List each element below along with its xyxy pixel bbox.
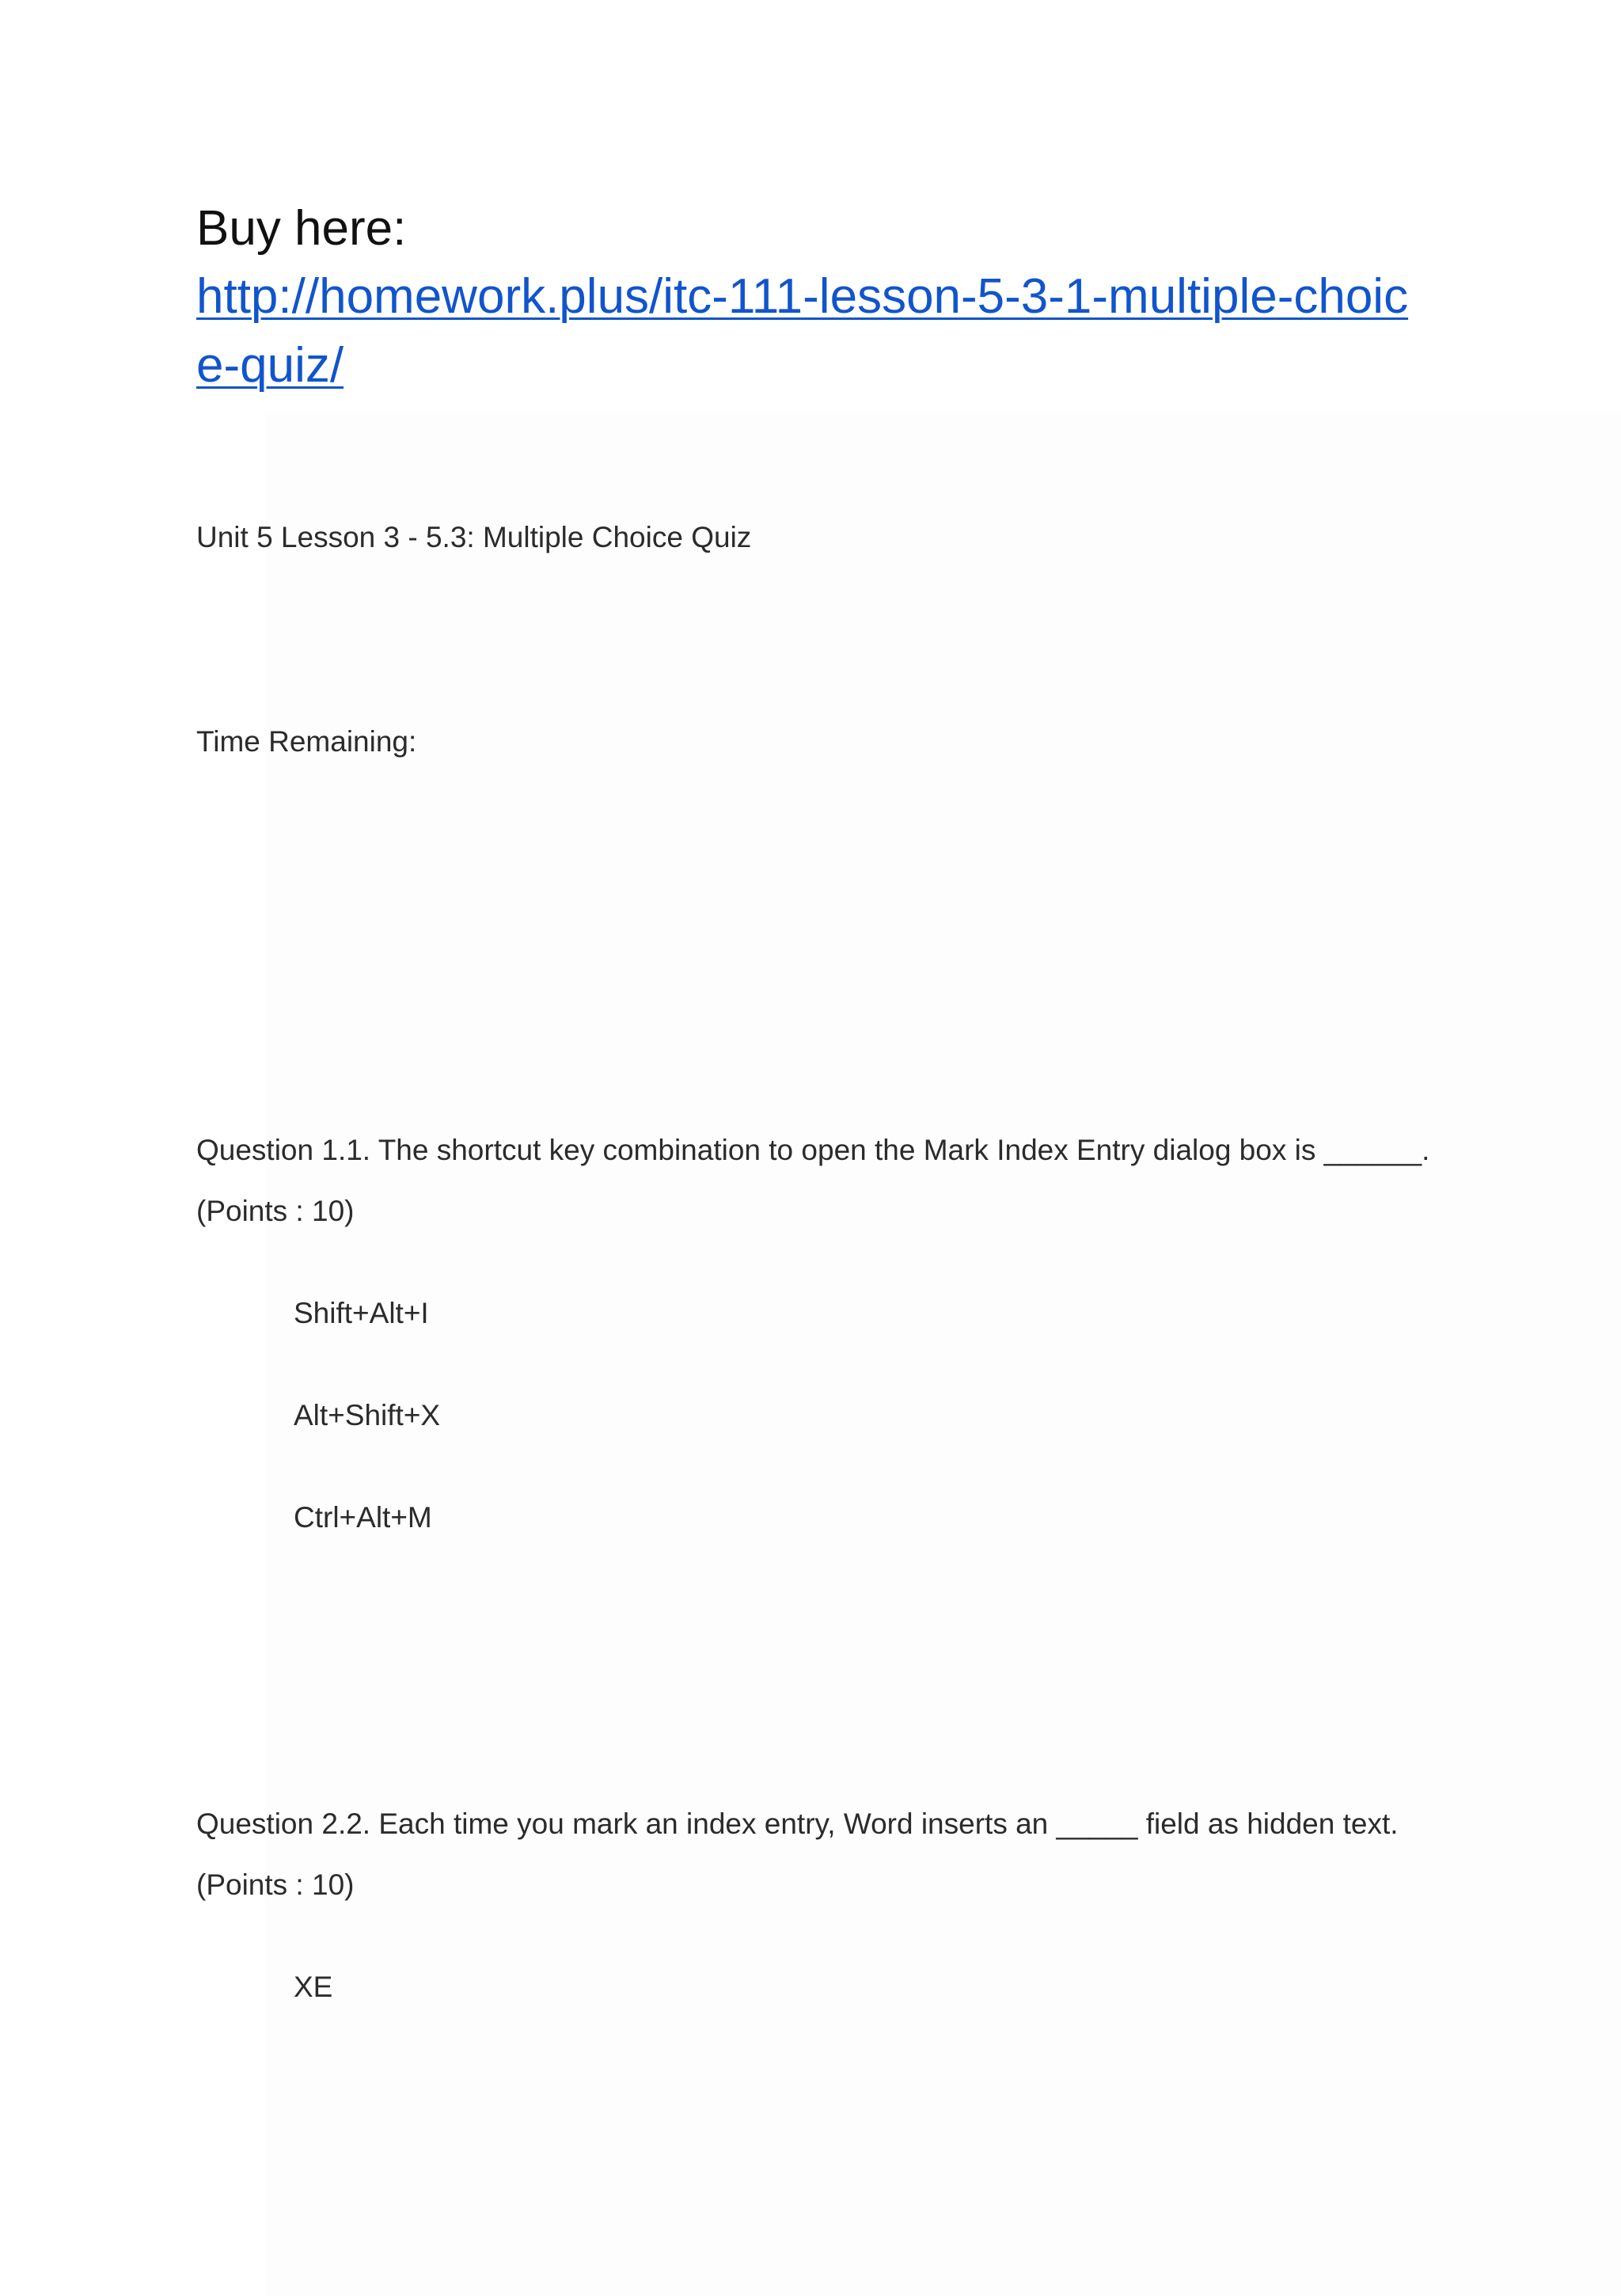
question-1-option-2[interactable]: Alt+Shift+X (294, 1399, 441, 1431)
question-2-option-1[interactable]: XE (294, 1971, 333, 2003)
buy-link-line-2[interactable]: e-quiz/ (196, 338, 344, 393)
question-1-option-3[interactable]: Ctrl+Alt+M (294, 1501, 432, 1534)
question-1-points: (Points : 10) (196, 1195, 355, 1227)
quiz-title: Unit 5 Lesson 3 - 5.3: Multiple Choice Quiz (196, 521, 752, 553)
time-remaining-label: Time Remaining: (196, 725, 417, 758)
buy-here-label: Buy here: (196, 201, 407, 256)
question-2-text: Question 2.2. Each time you mark an index entry, Word inserts an _____ field as hidden text. (196, 1808, 1399, 1840)
question-2-points: (Points : 10) (196, 1868, 355, 1901)
question-1-option-1[interactable]: Shift+Alt+I (294, 1297, 429, 1329)
question-1-text: Question 1.1. The shortcut key combination to open the Mark Index Entry dialog box is ______. (196, 1134, 1430, 1166)
page-background-shade (265, 412, 1621, 2296)
buy-link-line-1[interactable]: http://homework.plus/itc-111-lesson-5-3-1-multiple-choic (196, 269, 1409, 324)
